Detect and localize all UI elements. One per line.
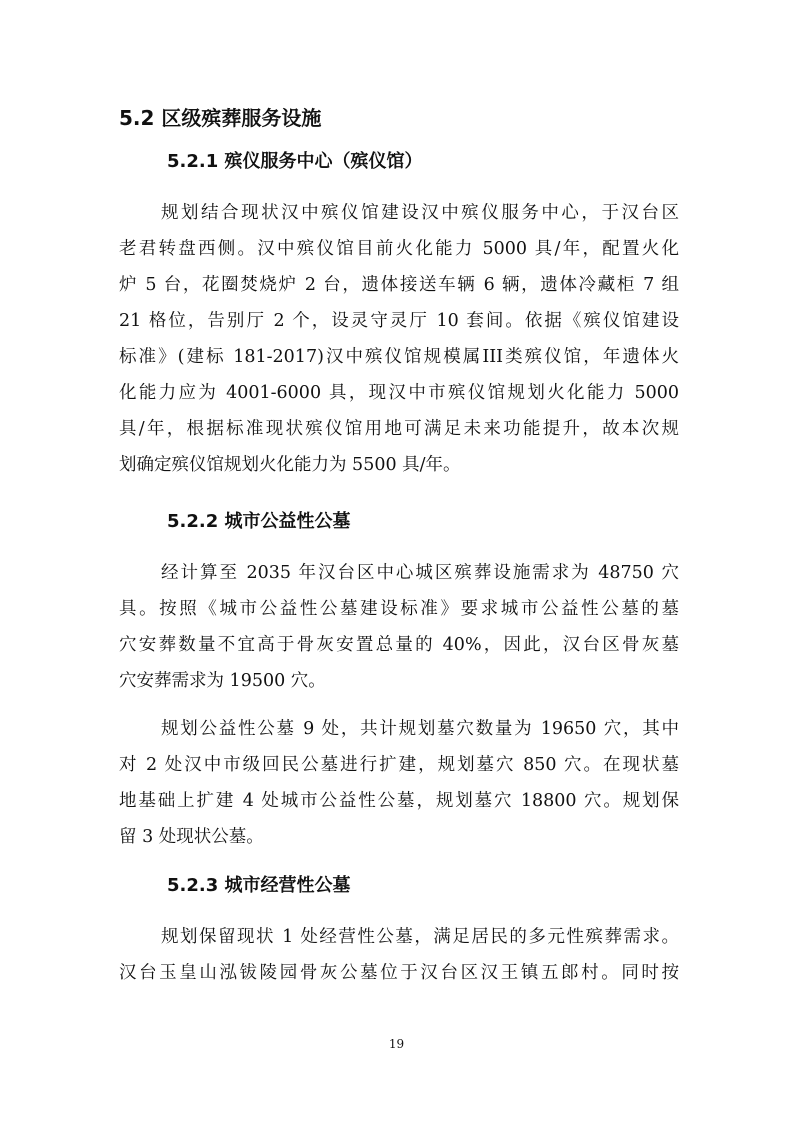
paragraph-line: 穴安葬数量不宜高于骨灰安置总量的 40%，因此，汉台区骨灰墓 bbox=[119, 635, 679, 655]
paragraph-line: 穴安葬需求为 19500 穴。 bbox=[119, 671, 326, 691]
paragraph-line: 规划公益性公墓 9 处，共计规划墓穴数量为 19650 穴，其中 bbox=[161, 719, 679, 739]
paragraph-line: 化能力应为 4001-6000 具，现汉中市殡仪馆规划火化能力 5000 bbox=[119, 383, 679, 403]
paragraph-line: 规划保留现状 1 处经营性公墓，满足居民的多元性殡葬需求。 bbox=[161, 927, 679, 947]
paragraph-line: 划确定殡仪馆规划火化能力为 5500 具/年。 bbox=[119, 455, 461, 475]
paragraph-line: 经计算至 2035 年汉台区中心城区殡葬设施需求为 48750 穴 bbox=[161, 563, 679, 583]
paragraph-line: 老君转盘西侧。汉中殡仪馆目前火化能力 5000 具/年，配置火化 bbox=[119, 239, 679, 259]
paragraph-line: 具。按照《城市公益性公墓建设标准》要求城市公益性公墓的墓 bbox=[119, 599, 679, 619]
subsection-heading-commercial-cemetery: 5.2.3 城市经营性公墓 bbox=[167, 875, 351, 896]
subsection-heading-funeral-home: 5.2.1 殡仪服务中心（殡仪馆） bbox=[167, 151, 423, 172]
paragraph-line: 标准》(建标 181-2017)汉中殡仪馆规模属III类殡仪馆，年遗体火 bbox=[119, 347, 679, 367]
paragraph-line: 具/年，根据标准现状殡仪馆用地可满足未来功能提升，故本次规 bbox=[119, 419, 679, 439]
paragraph-line: 汉台玉皇山泓钹陵园骨灰公墓位于汉台区汉王镇五郎村。同时按 bbox=[119, 963, 679, 983]
paragraph-line: 21 格位，告别厅 2 个，设灵守灵厅 10 套间。依据《殡仪馆建设 bbox=[119, 311, 679, 331]
paragraph-line: 炉 5 台，花圈焚烧炉 2 台，遗体接送车辆 6 辆，遗体冷藏柜 7 组 bbox=[119, 275, 679, 295]
paragraph-line: 留 3 处现状公墓。 bbox=[119, 827, 264, 847]
paragraph-line: 对 2 处汉中市级回民公墓进行扩建，规划墓穴 850 穴。在现状墓 bbox=[119, 755, 679, 775]
page-number: 19 bbox=[388, 1037, 405, 1051]
subsection-heading-public-cemetery: 5.2.2 城市公益性公墓 bbox=[167, 511, 351, 532]
paragraph-line: 地基础上扩建 4 处城市公益性公墓，规划墓穴 18800 穴。规划保 bbox=[119, 791, 679, 811]
paragraph-line: 规划结合现状汉中殡仪馆建设汉中殡仪服务中心，于汉台区 bbox=[161, 203, 679, 223]
section-heading: 5.2 区级殡葬服务设施 bbox=[119, 106, 322, 130]
